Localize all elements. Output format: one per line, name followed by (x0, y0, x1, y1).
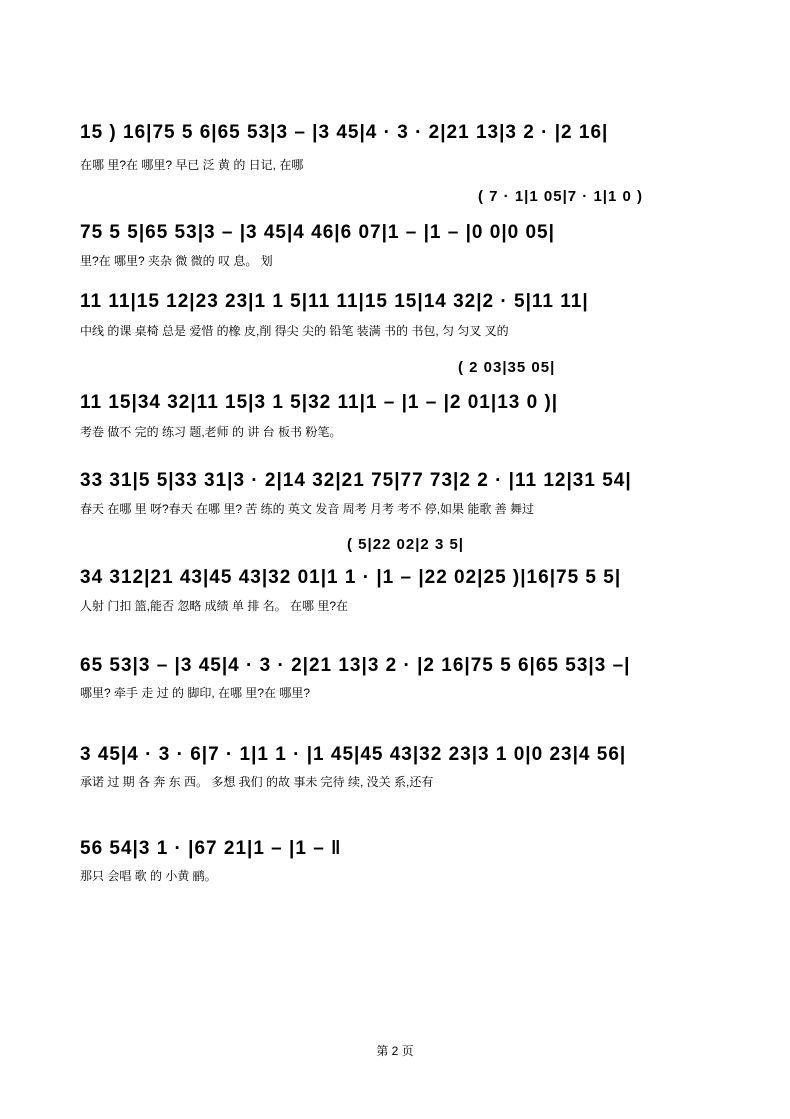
notation-row-7: 65 53|3 – |3 45|4 · 3 · 2|21 13|3 2 · |2 16|75 5 6|65 53|3 –| (80, 655, 631, 676)
intro-row-4: ( 2 03|35 05| (458, 359, 556, 376)
lyrics-row-2: 里?在 哪里? 夹杂 微 微的 叹 息。 划 (80, 254, 273, 268)
intro-row-6: ( 5|22 02|2 3 5| (347, 536, 464, 553)
lyrics-row-4: 考卷 做不 完的 练习 题,老师 的 讲 台 板书 粉笔。 (80, 425, 342, 439)
notation-row-3: 11 11|15 12|23 23|1 1 5|11 11|15 15|14 32|2 · 5|11 11| (80, 291, 589, 312)
notation-row-1: 15 ) 16|75 5 6|65 53|3 – |3 45|4 · 3 · 2|21 13|3 2 · |2 16| (80, 122, 609, 143)
notation-row-2: 75 5 5|65 53|3 – |3 45|4 46|6 07|1 – |1 – |0 0|0 05| (80, 222, 555, 243)
lyrics-row-8: 承诺 过 期 各 奔 东 西。 多想 我们 的故 事未 完待 续, 没关 系,还有 (80, 775, 434, 789)
lyrics-row-9: 那只 会唱 歌 的 小黄 鹂。 (80, 869, 217, 883)
page-number: 第 2 页 (376, 1044, 414, 1058)
notation-row-5: 33 31|5 5|33 31|3 · 2|14 32|21 75|77 73|2 2 · |11 12|31 54| (80, 470, 632, 491)
lyrics-row-5: 春天 在哪 里 呀?春天 在哪 里? 苦 练的 英文 发音 周考 月考 考不 停,如果 能歌 善 舞过 (80, 502, 535, 516)
lyrics-row-1: 在哪 里?在 哪里? 早已 泛 黄 的 日记, 在哪 (80, 158, 304, 172)
notation-row-6: 34 312|21 43|45 43|32 01|1 1 · |1 – |22 02|25 )|16|75 5 5| (80, 567, 622, 588)
notation-row-9: 56 54|3 1 · |67 21|1 – |1 – ‖ (80, 838, 342, 859)
lyrics-row-7: 哪里? 牵手 走 过 的 脚印, 在哪 里?在 哪里? (80, 686, 311, 700)
notation-row-4: 11 15|34 32|11 15|3 1 5|32 11|1 – |1 – |2 01|13 0 )| (80, 392, 559, 413)
notation-row-8: 3 45|4 · 3 · 6|7 · 1|1 1 · |1 45|45 43|32 23|3 1 0|0 23|4 56| (80, 744, 627, 765)
lyrics-row-6: 人射 门扣 篮,能否 忽略 成绩 单 排 名。 在哪 里?在 (80, 599, 349, 613)
intro-row-2: ( 7 · 1|1 05|7 · 1|1 0 ) (478, 188, 643, 205)
lyrics-row-3: 中线 的课 桌椅 总是 爱惜 的橡 皮,削 得尖 尖的 铅笔 装满 书的 书包, 匀 匀叉 叉的 (80, 324, 509, 338)
